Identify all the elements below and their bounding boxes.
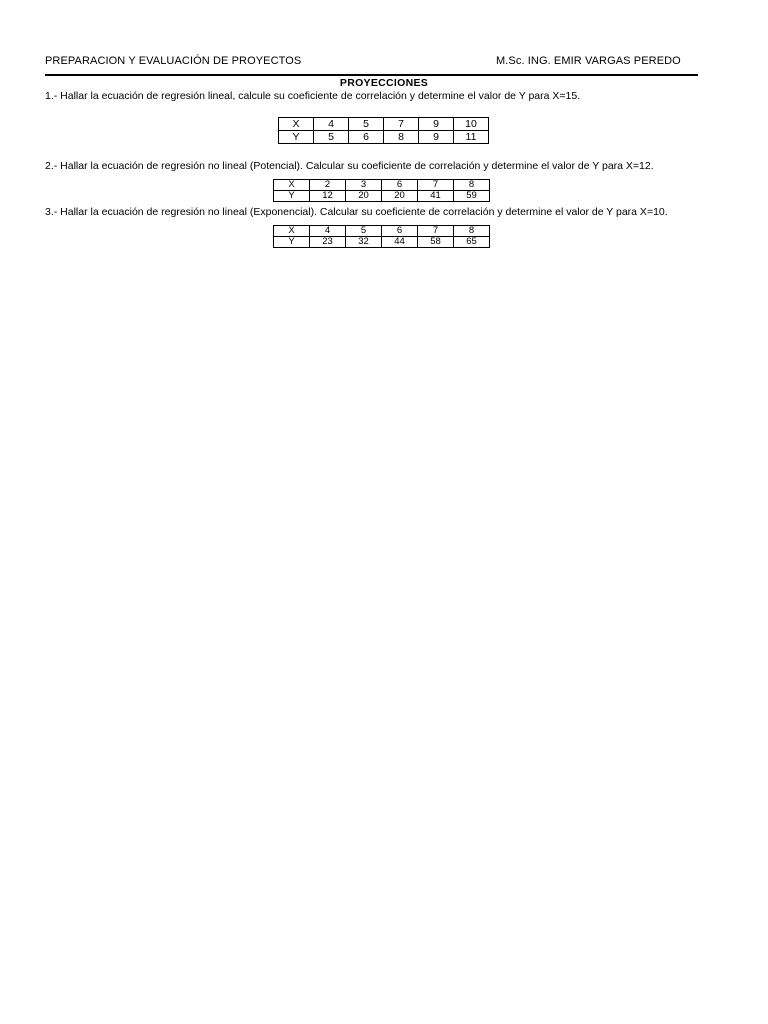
row-label: Y [274, 191, 310, 202]
table-cell: 9 [419, 118, 454, 131]
problem-3-text: 3.- Hallar la ecuación de regresión no lineal (Exponencial). Calcular su coeficiente de correlación y determine el valor de Y para X=10. [45, 206, 668, 218]
table-cell: 20 [346, 191, 382, 202]
table-cell: 8 [384, 131, 419, 144]
table-row-y [274, 191, 490, 202]
table-cell: 20 [382, 191, 418, 202]
table-cell: 6 [349, 131, 384, 144]
table-cell: 5 [346, 226, 382, 237]
row-label: X [279, 118, 314, 131]
problem-3-table [273, 225, 490, 248]
table-cell: 7 [418, 226, 454, 237]
table-cell: 32 [346, 237, 382, 248]
table-cell: 5 [349, 118, 384, 131]
table-row-y [274, 237, 490, 248]
table-cell: 59 [454, 191, 490, 202]
course-title: PREPARACION Y EVALUACIÓN DE PROYECTOS [45, 55, 302, 67]
table-cell: 23 [310, 237, 346, 248]
section-title: PROYECCIONES [339, 77, 429, 89]
table-cell: 2 [310, 180, 346, 191]
table-cell: 8 [454, 226, 490, 237]
problem-1-table [278, 117, 489, 144]
problem-2-text: 2.- Hallar la ecuación de regresión no lineal (Potencial). Calcular su coeficiente de correlación y determine el valor de Y para X=12. [45, 160, 654, 172]
table-row-x [279, 118, 489, 131]
table-cell: 4 [310, 226, 346, 237]
table-cell: 7 [418, 180, 454, 191]
table-row-x [274, 226, 490, 237]
table-row-y [279, 131, 489, 144]
row-label: Y [274, 237, 310, 248]
table-cell: 11 [454, 131, 489, 144]
table-cell: 8 [454, 180, 490, 191]
table-cell: 9 [419, 131, 454, 144]
author-name: M.Sc. ING. EMIR VARGAS PEREDO [496, 55, 681, 67]
table-cell: 12 [310, 191, 346, 202]
table-cell: 4 [314, 118, 349, 131]
problem-2-table [273, 179, 490, 202]
table-cell: 7 [384, 118, 419, 131]
table-cell: 10 [454, 118, 489, 131]
problem-1-text: 1.- Hallar la ecuación de regresión lineal, calcule su coeficiente de correlación y determine el valor de Y para X=15. [45, 90, 581, 102]
table-cell: 44 [382, 237, 418, 248]
table-cell: 3 [346, 180, 382, 191]
table-cell: 65 [454, 237, 490, 248]
table-cell: 58 [418, 237, 454, 248]
table-cell: 41 [418, 191, 454, 202]
page-header [45, 55, 698, 76]
table-cell: 5 [314, 131, 349, 144]
row-label: X [274, 226, 310, 237]
table-cell: 6 [382, 180, 418, 191]
table-cell: 6 [382, 226, 418, 237]
table-row-x [274, 180, 490, 191]
row-label: X [274, 180, 310, 191]
row-label: Y [279, 131, 314, 144]
